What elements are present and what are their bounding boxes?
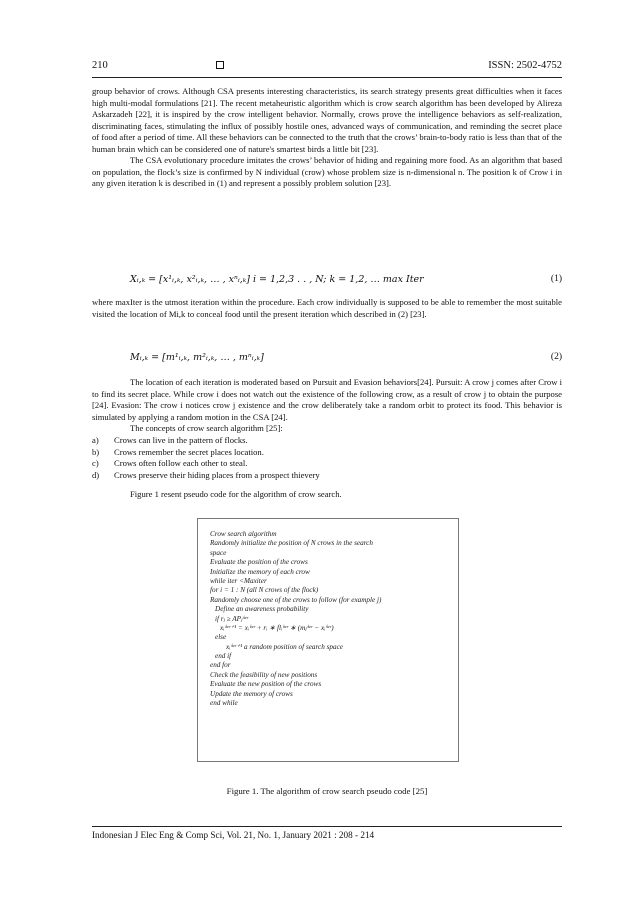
list-item <box>92 458 562 470</box>
equation-1 <box>92 274 562 290</box>
code-line: Initialize the memory of each crow <box>210 567 310 576</box>
list-item <box>92 435 562 447</box>
code-line: else <box>215 633 227 642</box>
list-item <box>92 447 562 459</box>
code-line: Crow search algorithm <box>210 530 277 538</box>
header-rule <box>92 77 562 78</box>
text-block-2 <box>92 297 562 320</box>
square-icon <box>216 61 224 69</box>
code-line: while iter <Maxiter <box>210 576 267 585</box>
pseudo-code <box>210 530 381 708</box>
figure-caption: Figure 1. The algorithm of crow search pseudo code [25] <box>226 786 428 796</box>
code-line: xᵢⁱᵗᵉʳ⁺¹ = xᵢⁱᵗᵉʳ + rᵢ ∗ flᵢⁱᵗᵉʳ ∗ (mⱼⁱᵗᵉʳ − xᵢⁱᵗᵉʳ) <box>220 623 334 632</box>
code-line: space <box>210 548 227 557</box>
page-header <box>92 60 562 74</box>
page-footer: Indonesian J Elec Eng & Comp Sci, Vol. 21, No. 1, January 2021 : 208 - 214 <box>92 830 375 840</box>
page-number: 210 <box>92 60 108 71</box>
text-block-4 <box>92 489 562 501</box>
paragraph-6: Figure 1 resent pseudo code for the algorithm of crow search. <box>130 489 342 499</box>
paragraph-2: The CSA evolutionary procedure imitates the crows’ behavior of hiding and regaining more food. As an algorithm that based on population, the flock’s size is confirmed by N individual (crow) whose problem size is n-dimensional n. The position k of Crow i in any given iteration k is described in (1) and represent a possibly problem solution [23]. <box>92 155 562 188</box>
equation-1-number: (1) <box>550 274 562 284</box>
list-item-label: b) <box>92 446 100 457</box>
code-line: for i = 1 : N (all N crows of the flock) <box>210 586 319 595</box>
footer-rule <box>92 826 562 827</box>
code-line: Check the feasibility of new positions <box>210 670 318 679</box>
list-item-text: Crows preserve their hiding places from a prospect thievery <box>114 469 320 480</box>
code-line: if rⱼ ≥ APⱼⁱᵗᵉʳ <box>215 614 249 623</box>
text-block-1 <box>92 86 562 190</box>
list-item-text: Crows remember the secret places location. <box>114 446 264 457</box>
equation-1-expression: Xᵢ,ₖ = [x¹ᵢ,ₖ, x²ᵢ,ₖ, … , xⁿᵢ,ₖ] i = 1,2,3 . . , N; k = 1,2, … max Iter <box>130 274 424 285</box>
text-block-3 <box>92 377 562 435</box>
list-item <box>92 470 562 482</box>
list-item-label: a) <box>92 435 99 445</box>
list-item-label: d) <box>92 469 100 480</box>
code-line: end for <box>210 661 231 670</box>
equation-2-expression: Mᵢ,ₖ = [m¹ᵢ,ₖ, m²ᵢ,ₖ, … , mⁿᵢ,ₖ] <box>130 352 264 363</box>
code-line: Define an awareness probability <box>215 605 309 614</box>
paragraph-5: The concepts of crow search algorithm [25]: <box>130 423 283 433</box>
code-line: end if <box>215 652 232 661</box>
list-item-text: Crows often follow each other to steal. <box>114 458 248 468</box>
paragraph-1: group behavior of crows. Although CSA presents interesting characteristics, its search strategy presents great difficulties when it faces high multi-modal formulations [21]. The recent metaheuristic algorithm which is crow search algorithm has been developed by Alireza Askarzadeh [22], it is inspired by the crow intelligent behavior. Normally, crows prove the intelligence behaviors as self-realization, discriminating faces, stimulating the influx of possibly hostile ones, advanced ways of communication, and reminding the secret place of food after a period of time. All these behaviors can be connected to the truth that the crows’ brain-to-body ratio is less than that of the human brain which can be considered one of nature's smartest birds a little bit [23]. <box>92 86 562 154</box>
list-item-label: c) <box>92 458 99 468</box>
code-line: xᵢⁱᵗᵉʳ⁺¹ a random position of search space <box>226 642 343 651</box>
code-line: Update the memory of crows <box>210 689 293 698</box>
paragraph-3: where maxIter is the utmost iteration within the procedure. Each crow individually is supposed to be able to remember the most suitable visited the location of Mi,k to conceal food until the present iteration which described in (2) [23]. <box>92 297 562 319</box>
code-line: Evaluate the new position of the crows <box>210 680 322 689</box>
list-item-text: Crows can live in the pattern of flocks. <box>114 435 248 445</box>
figure-1 <box>197 518 459 762</box>
code-line: Randomly initialize the position of N crows in the search <box>210 539 373 548</box>
paragraph-4: The location of each iteration is moderated based on Pursuit and Evasion behaviors[24]. Pursuit: A crow j comes after Crow i to find its secret place. While crow i does not watch out the existence of the following crow, as a result of crow j to obtain the purpose [24]. Evasion: The crow i notices crow j existence and the crow deliberately take a random orbit to protect its food. This behavior is simulated by applying a random motion in the CSA [24]. <box>92 377 562 422</box>
concepts-list <box>92 435 562 481</box>
code-line: Evaluate the position of the crows <box>210 558 308 567</box>
code-line: Randomly choose one of the crows to follow (for example j) <box>210 595 382 604</box>
code-line: end while <box>210 699 238 708</box>
equation-2-number: (2) <box>550 352 562 362</box>
issn: ISSN: 2502-4752 <box>488 60 562 71</box>
equation-2 <box>92 352 562 368</box>
